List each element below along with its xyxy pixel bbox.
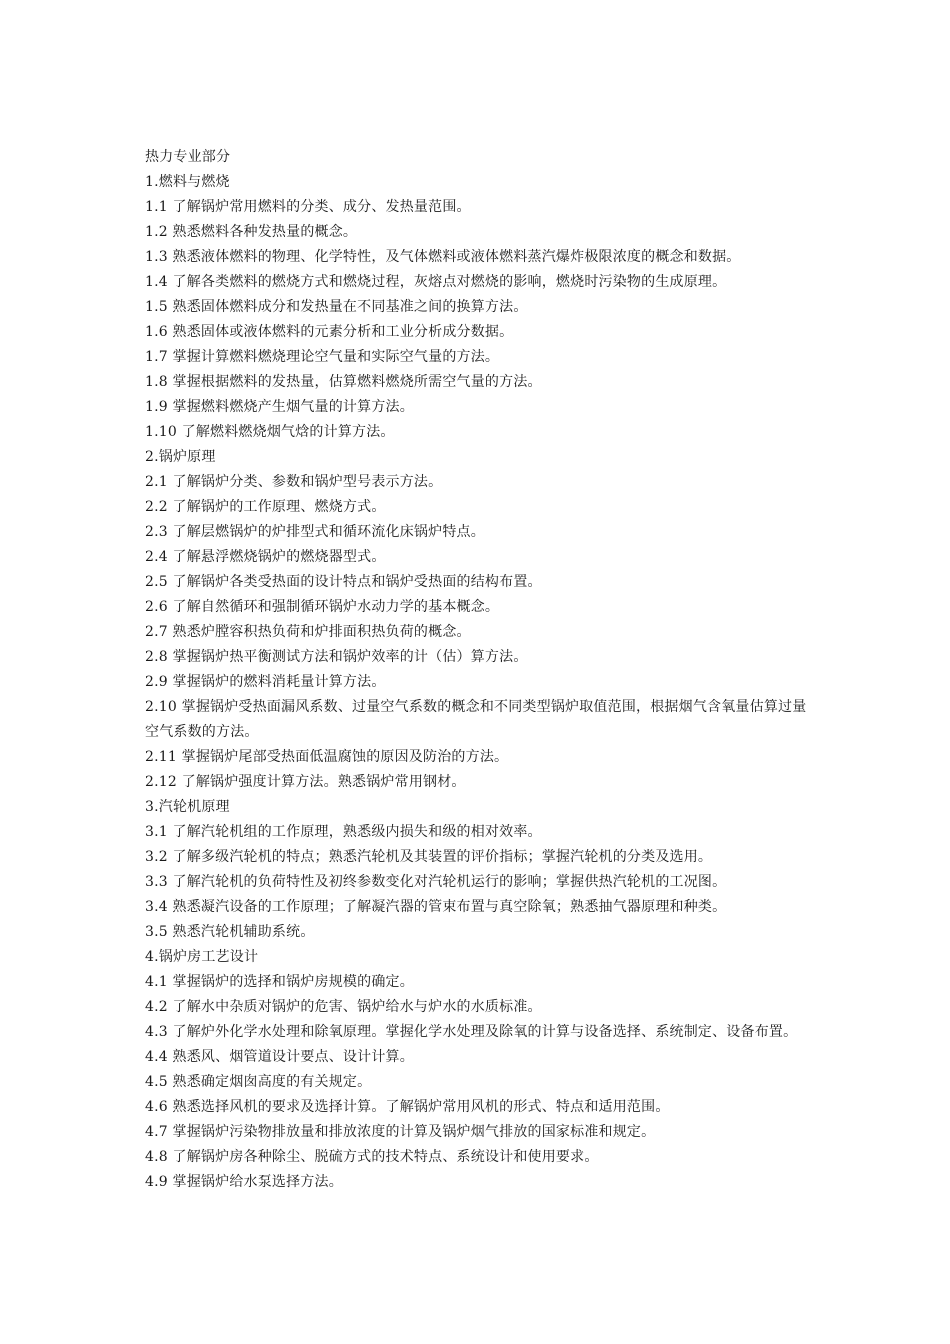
list-item: 1.10 了解燃料燃烧烟气焓的计算方法。 bbox=[145, 424, 395, 440]
list-item: 2.4 了解悬浮燃烧锅炉的燃烧器型式。 bbox=[145, 549, 386, 565]
list-item: 1.4 了解各类燃料的燃烧方式和燃烧过程，灰熔点对燃烧的影响，燃烧时污染物的生成原理。 bbox=[145, 274, 727, 290]
list-item: 2.12 了解锅炉强度计算方法。熟悉锅炉常用钢材。 bbox=[145, 774, 466, 790]
list-item: 4.3 了解炉外化学水处理和除氧原理。掌握化学水处理及除氧的计算与设备选择、系统制定、设备布置。 bbox=[145, 1024, 798, 1040]
list-item: 1.3 熟悉液体燃料的物理、化学特性，及气体燃料或液体燃料蒸汽爆炸极限浓度的概念和数据。 bbox=[145, 249, 741, 265]
list-item: 1.2 熟悉燃料各种发热量的概念。 bbox=[145, 224, 358, 240]
list-item: 4.6 熟悉选择风机的要求及选择计算。了解锅炉常用风机的形式、特点和适用范围。 bbox=[145, 1099, 670, 1115]
list-item: 4.1 掌握锅炉的选择和锅炉房规模的确定。 bbox=[145, 974, 414, 990]
list-item: 2.3 了解层燃锅炉的炉排型式和循环流化床锅炉特点。 bbox=[145, 524, 485, 540]
list-item: 1.1 了解锅炉常用燃料的分类、成分、发热量范围。 bbox=[145, 199, 471, 215]
section-heading: 1.燃料与燃烧 bbox=[145, 174, 230, 190]
section-heading: 3.汽轮机原理 bbox=[145, 799, 230, 815]
document-body bbox=[145, 145, 815, 1195]
list-item: 4.9 掌握锅炉给水泵选择方法。 bbox=[145, 1174, 343, 1190]
document-title: 热力专业部分 bbox=[145, 149, 231, 165]
list-item: 3.5 熟悉汽轮机辅助系统。 bbox=[145, 924, 315, 940]
list-item: 2.1 了解锅炉分类、参数和锅炉型号表示方法。 bbox=[145, 474, 443, 490]
list-item: 4.8 了解锅炉房各种除尘、脱硫方式的技术特点、系统设计和使用要求。 bbox=[145, 1149, 599, 1165]
list-item: 3.4 熟悉凝汽设备的工作原理；了解凝汽器的管束布置与真空除氧；熟悉抽气器原理和种类。 bbox=[145, 899, 727, 915]
list-item: 3.2 了解多级汽轮机的特点；熟悉汽轮机及其装置的评价指标；掌握汽轮机的分类及选用。 bbox=[145, 849, 713, 865]
list-item: 1.9 掌握燃料燃烧产生烟气量的计算方法。 bbox=[145, 399, 414, 415]
list-item: 2.11 掌握锅炉尾部受热面低温腐蚀的原因及防治的方法。 bbox=[145, 749, 509, 765]
list-item: 4.4 熟悉风、烟管道设计要点、设计计算。 bbox=[145, 1049, 414, 1065]
list-item: 1.7 掌握计算燃料燃烧理论空气量和实际空气量的方法。 bbox=[145, 349, 500, 365]
list-item: 2.9 掌握锅炉的燃料消耗量计算方法。 bbox=[145, 674, 386, 690]
list-item: 4.7 掌握锅炉污染物排放量和排放浓度的计算及锅炉烟气排放的国家标准和规定。 bbox=[145, 1124, 656, 1140]
list-item: 1.5 熟悉固体燃料成分和发热量在不同基准之间的换算方法。 bbox=[145, 299, 528, 315]
list-item: 4.2 了解水中杂质对锅炉的危害、锅炉给水与炉水的水质标准。 bbox=[145, 999, 542, 1015]
section-heading: 4.锅炉房工艺设计 bbox=[145, 949, 259, 965]
list-item: 2.8 掌握锅炉热平衡测试方法和锅炉效率的计（估）算方法。 bbox=[145, 649, 528, 665]
list-item: 2.7 熟悉炉膛容积热负荷和炉排面积热负荷的概念。 bbox=[145, 624, 471, 640]
list-item: 4.5 熟悉确定烟囱高度的有关规定。 bbox=[145, 1074, 372, 1090]
list-item: 1.8 掌握根据燃料的发热量，估算燃料燃烧所需空气量的方法。 bbox=[145, 374, 542, 390]
list-item: 2.10 掌握锅炉受热面漏风系数、过量空气系数的概念和不同类型锅炉取值范围，根据烟气含氧量估算过量空气系数的方法。 bbox=[145, 699, 807, 740]
list-item: 2.6 了解自然循环和强制循环锅炉水动力学的基本概念。 bbox=[145, 599, 500, 615]
list-item: 3.1 了解汽轮机组的工作原理，熟悉级内损失和级的相对效率。 bbox=[145, 824, 542, 840]
list-item: 1.6 熟悉固体或液体燃料的元素分析和工业分析成分数据。 bbox=[145, 324, 514, 340]
list-item: 3.3 了解汽轮机的负荷特性及初终参数变化对汽轮机运行的影响；掌握供热汽轮机的工况图。 bbox=[145, 874, 727, 890]
list-item: 2.5 了解锅炉各类受热面的设计特点和锅炉受热面的结构布置。 bbox=[145, 574, 542, 590]
section-heading: 2.锅炉原理 bbox=[145, 449, 216, 465]
list-item: 2.2 了解锅炉的工作原理、燃烧方式。 bbox=[145, 499, 386, 515]
